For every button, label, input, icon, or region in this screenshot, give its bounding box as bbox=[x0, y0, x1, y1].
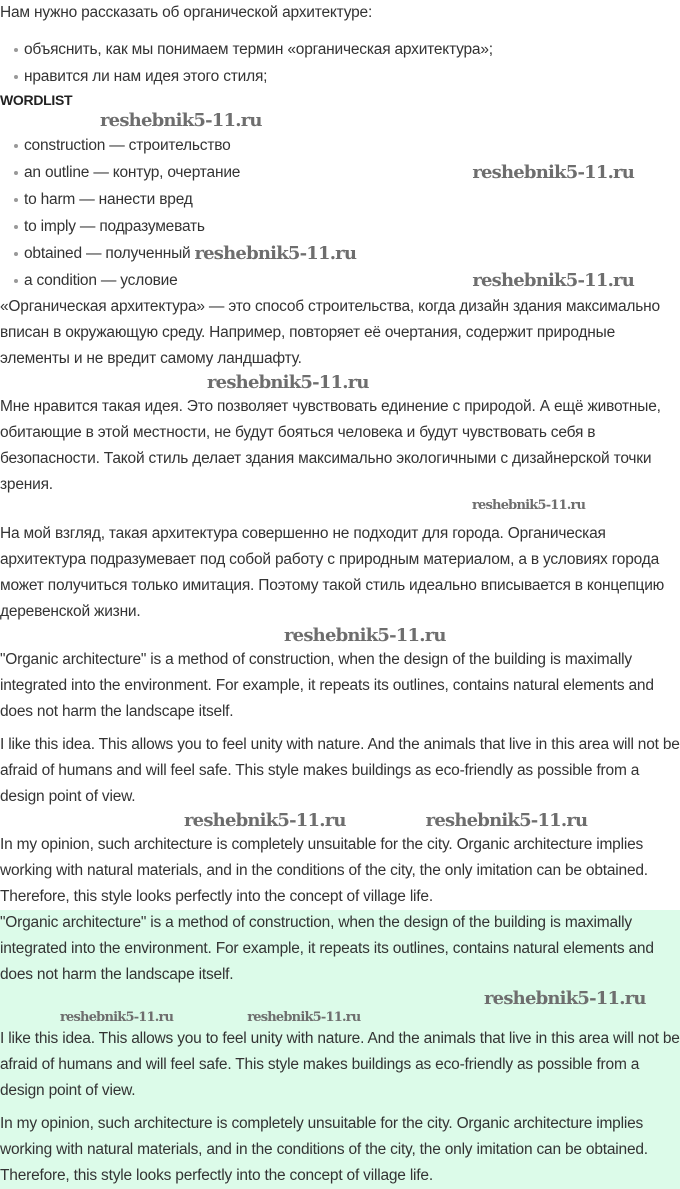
watermark: reshebnik5-11.ru bbox=[425, 810, 588, 831]
wordlist-item bbox=[0, 267, 680, 294]
watermark: reshebnik5-11.ru bbox=[60, 1010, 174, 1025]
wordlist-text: construction — строительство bbox=[24, 137, 231, 154]
wordlist-item bbox=[0, 240, 680, 267]
watermark-row bbox=[0, 625, 680, 647]
ru-paragraph: «Органическая архитектура» — это способ строительства, когда дизайн здания максимально вписан в окружающую среду. Например, повторяет её очертания, содержит природные элементы и не вредит самому ландшафту. bbox=[0, 298, 660, 367]
en-paragraph: In my opinion, such architecture is completely unsuitable for the city. Organic architecture implies working with natural materials, and in the conditions of the city, the only imitation can be obtained. Therefore, this style looks perfectly into the concept of village life. bbox=[0, 836, 648, 905]
watermark: reshebnik5-11.ru bbox=[184, 810, 346, 831]
task-text: нравится ли нам идея этого стиля; bbox=[24, 68, 268, 85]
watermark: reshebnik5-11.ru bbox=[484, 988, 646, 1009]
wordlist bbox=[0, 132, 680, 294]
wordlist-item bbox=[0, 186, 680, 213]
wordlist-text: to imply — подразумевать bbox=[24, 218, 205, 235]
wordlist-item bbox=[0, 213, 680, 240]
task-text: объяснить, как мы понимаем термин «органическая архитектура»; bbox=[24, 41, 493, 58]
wordlist-heading: WORDLIST bbox=[0, 92, 73, 108]
en-paragraph: "Organic architecture" is a method of construction, when the design of the building is maximally integrated into the environment. For example, it repeats its outlines, contains natural elements and does not harm the landscape itself. bbox=[0, 651, 654, 720]
task-list bbox=[0, 36, 680, 90]
task-item bbox=[0, 63, 680, 90]
wordlist-item bbox=[0, 132, 680, 159]
wordlist-item bbox=[0, 159, 680, 186]
wordlist-text: to harm — нанести вред bbox=[24, 191, 193, 208]
watermark-row bbox=[0, 988, 680, 1010]
watermark: reshebnik5-11.ru bbox=[284, 625, 446, 646]
wordlist-text: an outline — контур, очертание bbox=[24, 164, 241, 181]
task-item bbox=[0, 36, 680, 63]
highlighted-paragraph: I like this idea. This allows you to feel unity with nature. And the animals that live in this area will not be afraid of humans and will feel safe. This style makes buildings as eco-friendly as possible from a design point of view. bbox=[0, 1030, 680, 1099]
highlighted-paragraph: "Organic architecture" is a method of construction, when the design of the building is maximally integrated into the environment. For example, it repeats its outlines, contains natural elements and does not harm the landscape itself. bbox=[0, 914, 654, 983]
watermark: reshebnik5-11.ru bbox=[472, 498, 586, 513]
watermark: reshebnik5-11.ru bbox=[100, 110, 262, 131]
highlighted-paragraph: In my opinion, such architecture is completely unsuitable for the city. Organic architecture implies working with natural materials, and in the conditions of the city, the only imitation can be obtained. Therefore, this style looks perfectly into the concept of village life. bbox=[0, 1115, 648, 1184]
watermark: reshebnik5-11.ru bbox=[247, 1010, 361, 1025]
wordlist-text: obtained — полученный bbox=[24, 245, 191, 262]
watermark-row bbox=[0, 498, 680, 514]
watermark: reshebnik5-11.ru bbox=[472, 269, 634, 291]
highlight-block bbox=[0, 910, 680, 1189]
ru-paragraph: Мне нравится такая идея. Это позволяет чувствовать единение с природой. А ещё животные, обитающие в этой местности, не будут бояться человека и будут чувствовать себя в безопасности. Такой стиль делает здания максимально экологичными с дизайнерской точки зрения. bbox=[0, 398, 661, 493]
intro-text: Нам нужно рассказать об органической архитектуре: bbox=[0, 4, 373, 21]
watermark-row bbox=[0, 810, 680, 832]
watermark: reshebnik5-11.ru bbox=[207, 372, 369, 393]
wordlist-text: a condition — условие bbox=[24, 272, 178, 289]
en-paragraph: I like this idea. This allows you to feel unity with nature. And the animals that live in this area will not be afraid of humans and will feel safe. This style makes buildings as eco-friendly as possible from a design point of view. bbox=[0, 736, 680, 805]
watermark-row bbox=[0, 1010, 680, 1026]
watermark: reshebnik5-11.ru bbox=[472, 161, 634, 183]
ru-paragraph: На мой взгляд, такая архитектура совершенно не подходит для города. Органическая архитектура подразумевает под собой работу с природным материалом, а в условиях города может получиться только имитация. Поэтому такой стиль идеально вписывается в концепцию деревенской жизни. bbox=[0, 525, 665, 620]
watermark-row bbox=[0, 372, 680, 394]
watermark: reshebnik5-11.ru bbox=[194, 242, 357, 264]
watermark-row bbox=[0, 110, 680, 132]
